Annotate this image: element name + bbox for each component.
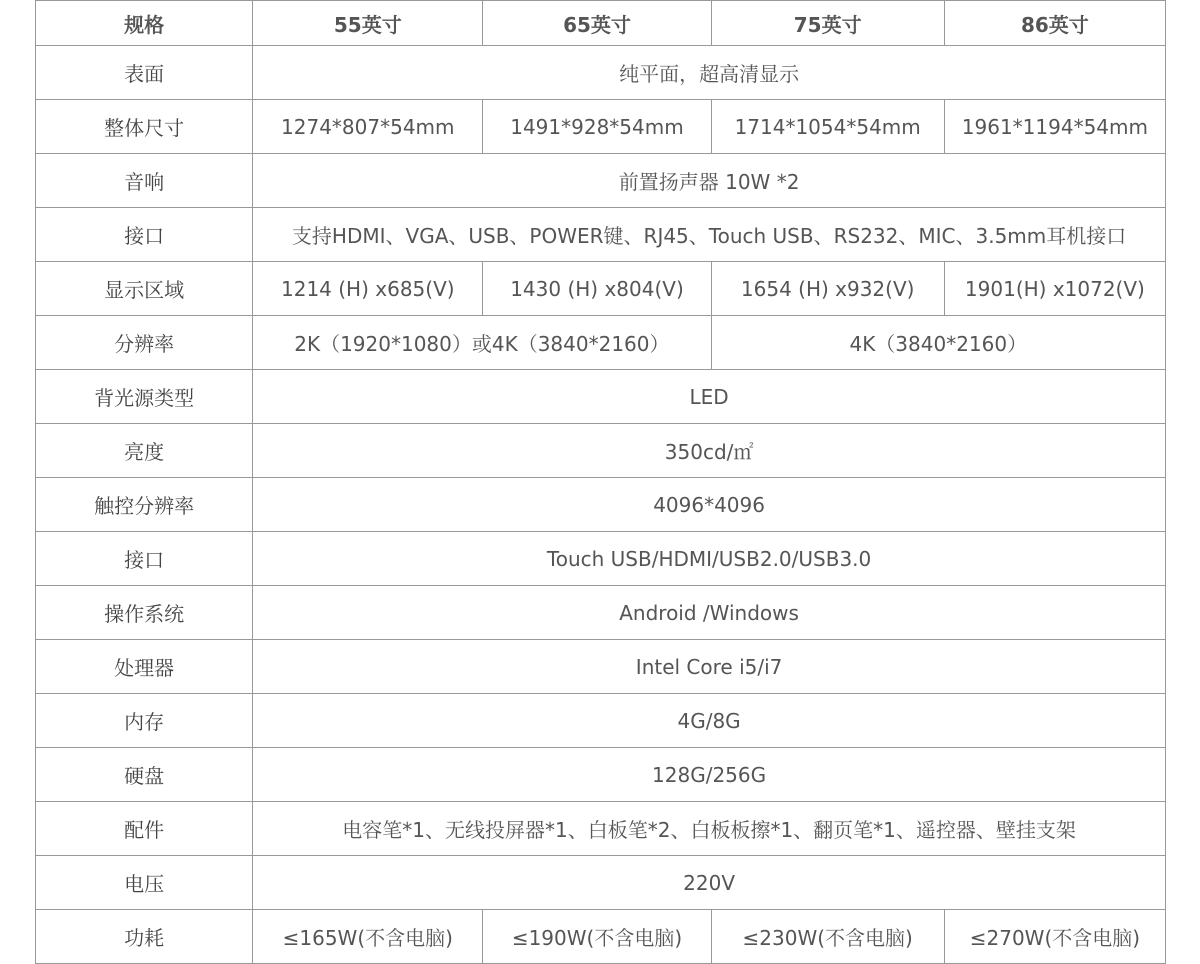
row-cpu (36, 640, 1166, 694)
row-voltage (36, 856, 1166, 910)
label-ports: 接口 (36, 208, 253, 262)
label-brightness: 亮度 (36, 424, 253, 478)
label-os: 操作系统 (36, 586, 253, 640)
value-power-55: ≤165W(不含电脑) (253, 910, 483, 964)
row-accessories (36, 802, 1166, 856)
label-touch-ports: 接口 (36, 532, 253, 586)
value-dimensions-86: 1961*1194*54mm (944, 100, 1165, 154)
header-row (36, 1, 1166, 46)
value-dimensions-75: 1714*1054*54mm (711, 100, 944, 154)
label-display-area: 显示区域 (36, 262, 253, 316)
value-display-area-75: 1654 (H) x932(V) (711, 262, 944, 316)
label-memory: 内存 (36, 694, 253, 748)
row-resolution (36, 316, 1166, 370)
label-voltage: 电压 (36, 856, 253, 910)
row-audio (36, 154, 1166, 208)
value-dimensions-65: 1491*928*54mm (483, 100, 711, 154)
value-accessories: 电容笔*1、无线投屏器*1、白板笔*2、白板板擦*1、翻页笔*1、遥控器、壁挂支架 (253, 802, 1166, 856)
value-surface: 纯平面，超高清显示 (253, 46, 1166, 100)
value-dimensions-55: 1274*807*54mm (253, 100, 483, 154)
row-memory (36, 694, 1166, 748)
value-resolution-large: 4K（3840*2160） (711, 316, 1165, 370)
row-touch-ports (36, 532, 1166, 586)
value-cpu: Intel Core i5/i7 (253, 640, 1166, 694)
value-ports: 支持HDMI、VGA、USB、POWER键、RJ45、Touch USB、RS232、MIC、3.5mm耳机接口 (253, 208, 1166, 262)
value-voltage: 220V (253, 856, 1166, 910)
row-display-area (36, 262, 1166, 316)
row-surface (36, 46, 1166, 100)
value-display-area-86: 1901(H) x1072(V) (944, 262, 1165, 316)
label-power: 功耗 (36, 910, 253, 964)
row-ports (36, 208, 1166, 262)
value-touch-ports: Touch USB/HDMI/USB2.0/USB3.0 (253, 532, 1166, 586)
label-accessories: 配件 (36, 802, 253, 856)
label-storage: 硬盘 (36, 748, 253, 802)
row-touch-resolution (36, 478, 1166, 532)
value-power-65: ≤190W(不含电脑) (483, 910, 711, 964)
header-65-inch: 65英寸 (483, 1, 711, 46)
header-86-inch: 86英寸 (944, 1, 1165, 46)
label-dimensions: 整体尺寸 (36, 100, 253, 154)
value-storage: 128G/256G (253, 748, 1166, 802)
row-storage (36, 748, 1166, 802)
label-audio: 音响 (36, 154, 253, 208)
value-backlight: LED (253, 370, 1166, 424)
label-resolution: 分辨率 (36, 316, 253, 370)
row-backlight (36, 370, 1166, 424)
spec-table (35, 0, 1166, 964)
row-os (36, 586, 1166, 640)
value-resolution-small: 2K（1920*1080）或4K（3840*2160） (253, 316, 711, 370)
value-os: Android /Windows (253, 586, 1166, 640)
header-spec: 规格 (36, 1, 253, 46)
value-memory: 4G/8G (253, 694, 1166, 748)
value-touch-resolution: 4096*4096 (253, 478, 1166, 532)
value-power-86: ≤270W(不含电脑) (944, 910, 1165, 964)
label-backlight: 背光源类型 (36, 370, 253, 424)
label-surface: 表面 (36, 46, 253, 100)
value-display-area-55: 1214 (H) x685(V) (253, 262, 483, 316)
label-cpu: 处理器 (36, 640, 253, 694)
row-brightness (36, 424, 1166, 478)
value-audio: 前置扬声器 10W *2 (253, 154, 1166, 208)
row-power (36, 910, 1166, 964)
label-touch-resolution: 触控分辨率 (36, 478, 253, 532)
row-dimensions (36, 100, 1166, 154)
value-display-area-65: 1430 (H) x804(V) (483, 262, 711, 316)
value-brightness: 350cd/㎡ (253, 424, 1166, 478)
header-75-inch: 75英寸 (711, 1, 944, 46)
header-55-inch: 55英寸 (253, 1, 483, 46)
value-power-75: ≤230W(不含电脑) (711, 910, 944, 964)
